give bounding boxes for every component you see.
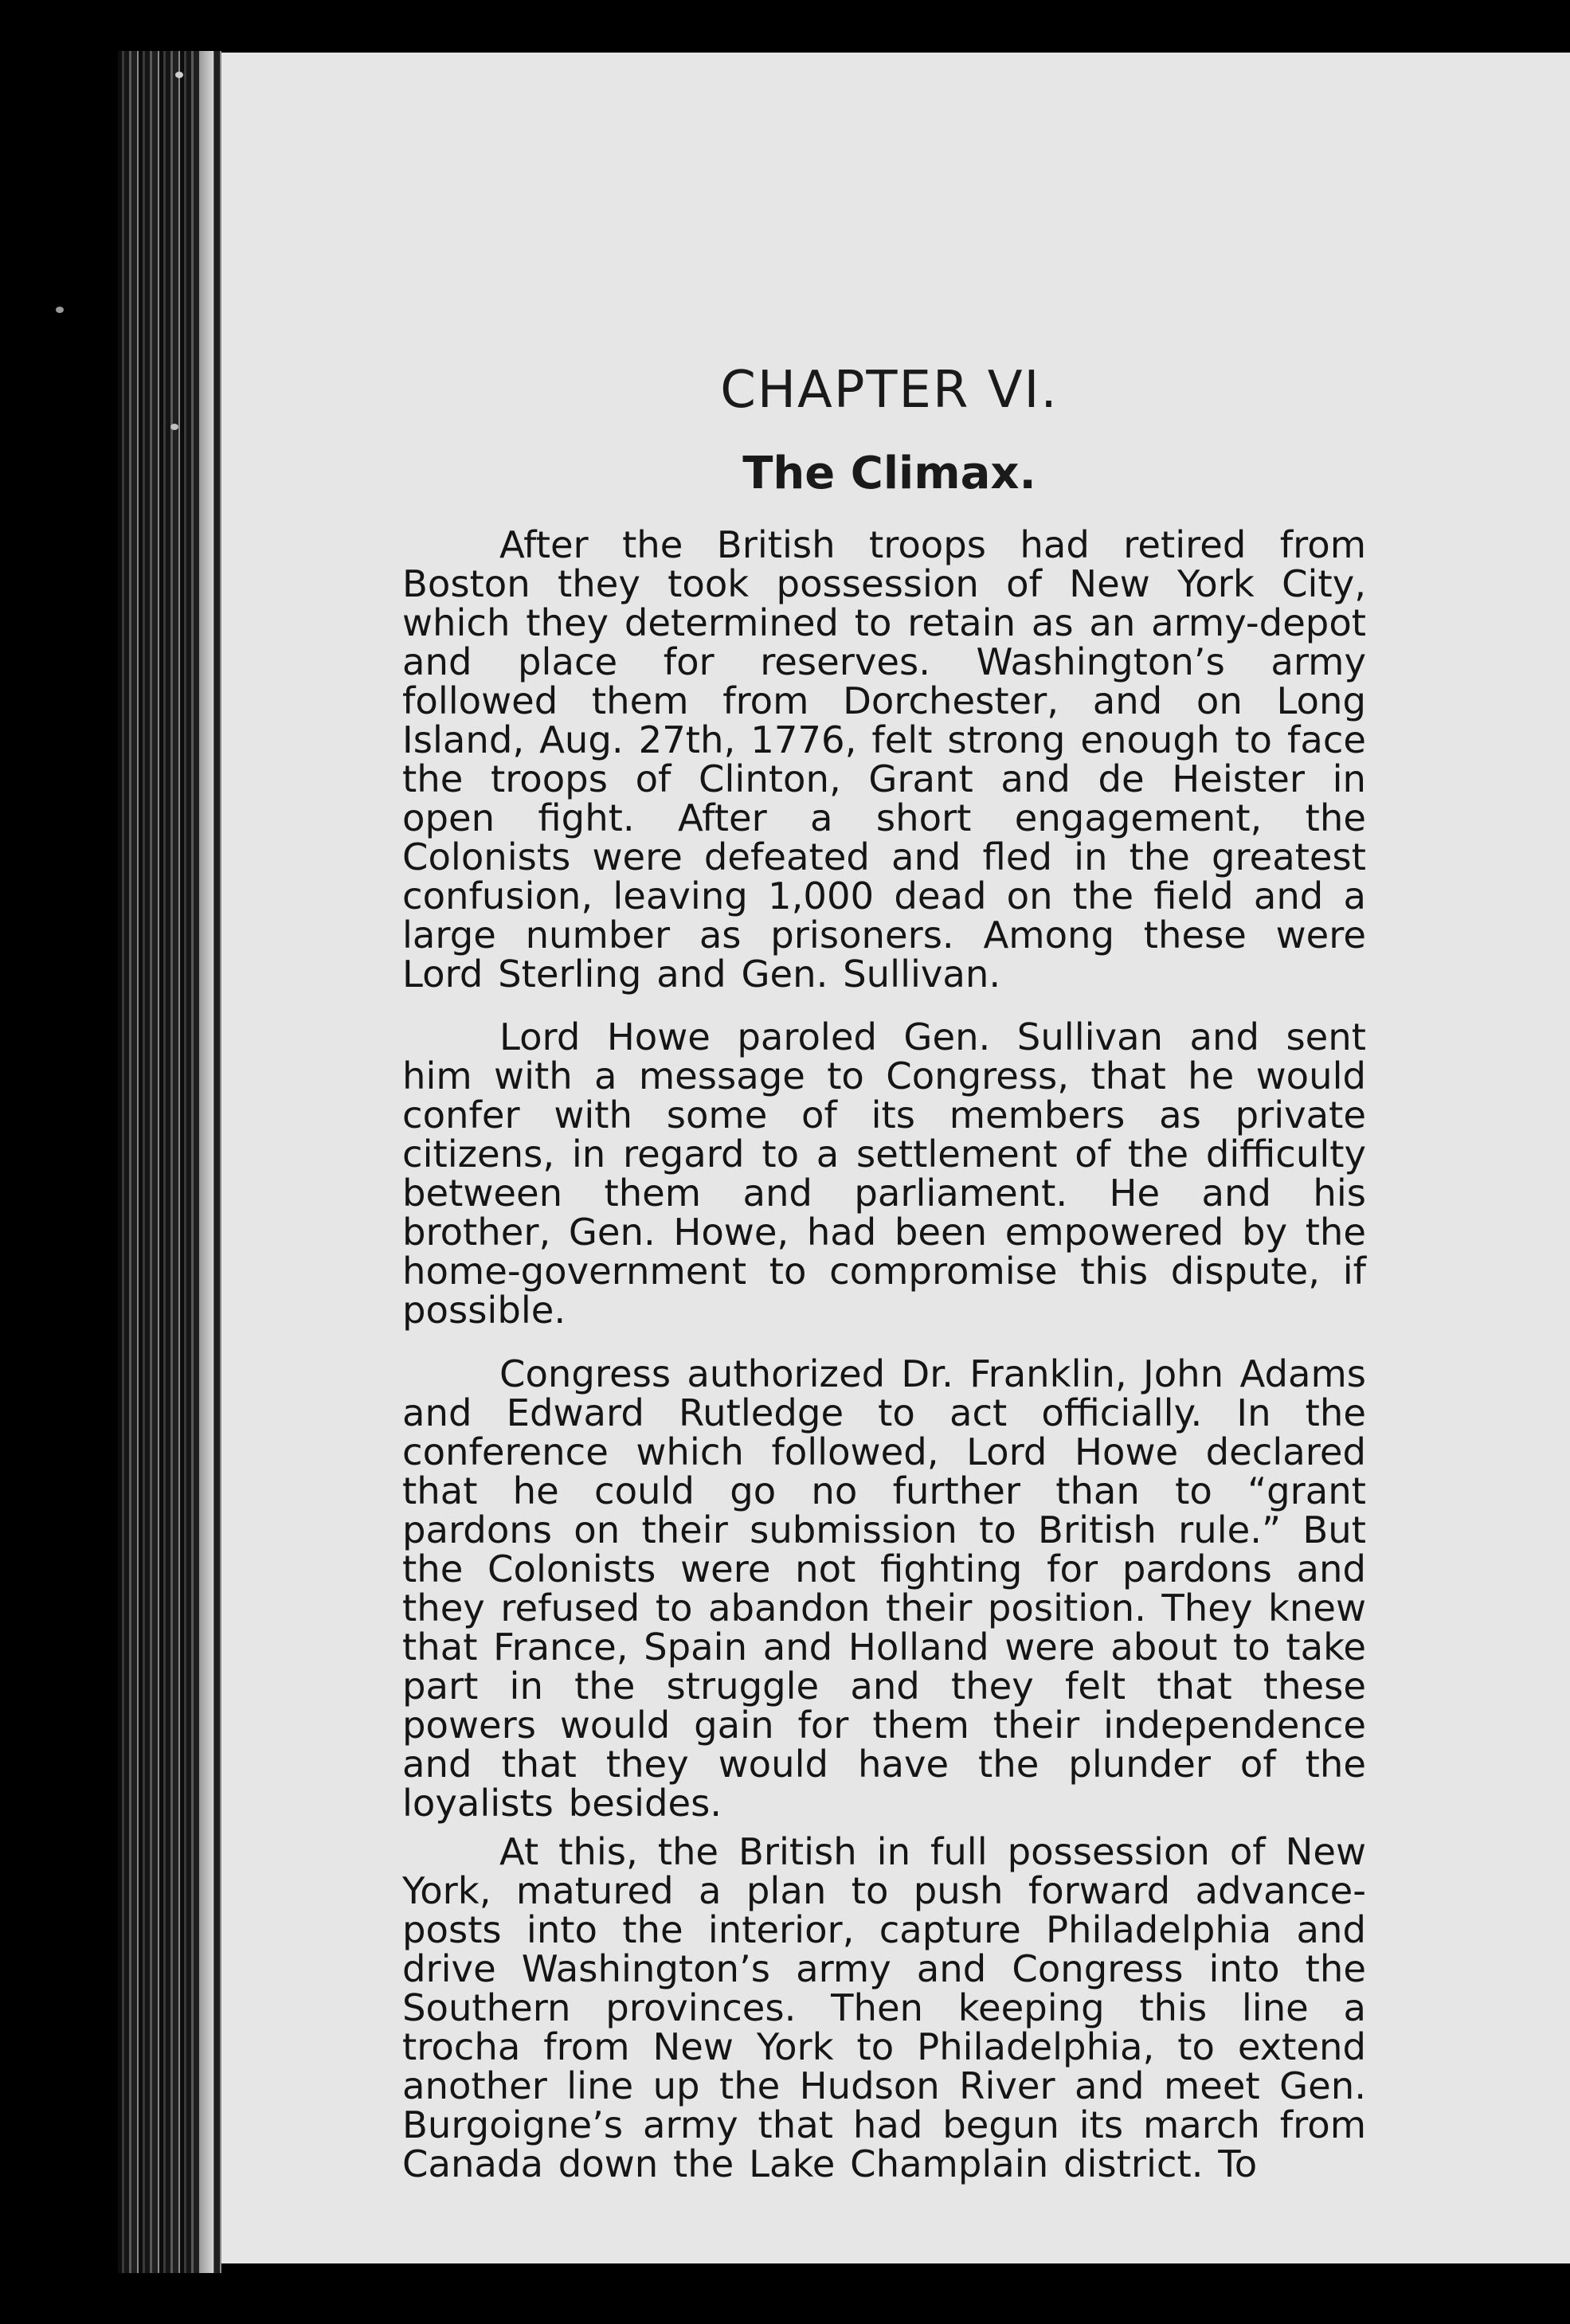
chapter-heading: CHAPTER VI. [720, 361, 1059, 420]
paragraph: After the British troops had retired from Boston they took possession of New York City, which they determined to retain as an army-depot and place for reserves. Washington’s army followed them from Dorchester, and on Long Island, Aug. 27th, 1776, felt strong enough to face the troops of Clinton, Grant and de Heister in open fight. After a short engagement, the Colonists were defeated and fled in the greatest confusion, leaving 1,000 dead on the field and a large number as prisoners. Among these were Lord Sterling and Gen. Sullivan. [402, 523, 1366, 996]
chapter-title: The Climax. [742, 448, 1036, 499]
paragraph: Congress authorized Dr. Franklin, John Adams and Edward Rutledge to act officially. In the conference which followed, Lord Howe declared that he could go no further than to “grant pardons on their submission to British rule.” But the Colonists were not fighting for pardons and they refused to abandon their position. They knew that France, Spain and Holland were about to take part in the struggle and they felt that these powers would gain for them their independence and that they would have the plunder of the loyalists besides. [402, 1352, 1366, 1825]
paragraph: At this, the British in full possession of New York, matured a plan to push forward advance-posts into the interior, capture Philadelphia and drive Washington’s army and Congress into the Southern provinces. Then keeping this line a trocha from New York to Philadelphia, to extend another line up the Hudson River and meet Gen. Burgoigne’s army that had begun its march from Canada down the Lake Champlain district. To [402, 1830, 1366, 2185]
body-text [402, 523, 1366, 2185]
scan-speck [175, 72, 183, 78]
scan-speck [56, 307, 64, 313]
paragraph: Lord Howe paroled Gen. Sullivan and sent him with a message to Congress, that he would confer with some of its members as private citizens, in regard to a settlement of the difficulty between them and parliament. He and his brother, Gen. Howe, had been empowered by the home-government to compromise this dispute, if possible. [402, 1015, 1366, 1332]
scan-speck [170, 424, 178, 430]
